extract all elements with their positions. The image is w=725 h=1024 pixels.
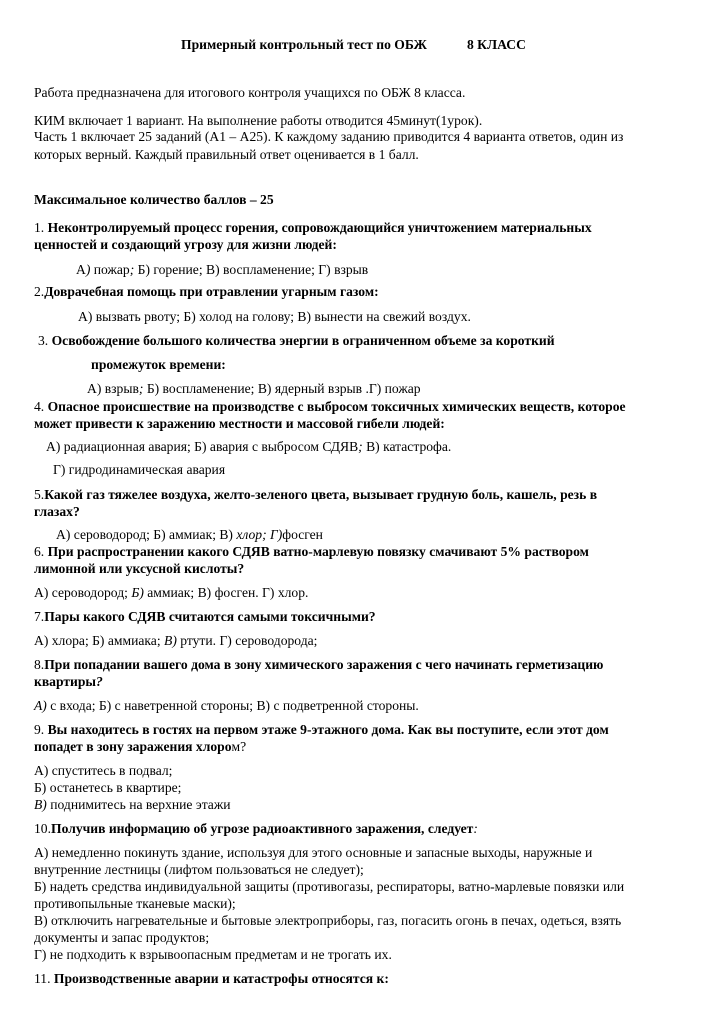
question-10: 10.Получив информацию об угрозе радиоактивного заражения, следует: (34, 821, 478, 836)
intro-line-4: которых верный. Каждый правильный ответ оценивается в 1 балл. (34, 147, 419, 162)
question-9-answer-a: А) спуститесь в подвал; (34, 763, 173, 778)
question-1: 1. Неконтролируемый процесс горения, сопровождающийся уничтожением материальных (34, 220, 592, 235)
question-4: 4. Опасное происшествие на производстве с выбросом токсичных химических веществ, которое (34, 399, 626, 414)
max-score: Максимальное количество баллов – 25 (34, 192, 274, 207)
question-10-answer-a-1: А) немедленно покинуть здание, используя для этого основные и запасные выходы, наружные и (34, 845, 593, 860)
question-7: 7.Пары какого СДЯВ считаются самыми токсичными? (34, 609, 376, 624)
question-3-answers: А) взрыв; Б) воспламенение; В) ядерный взрыв .Г) пожар (87, 381, 421, 396)
question-6-cont: лимонной или уксусной кислоты? (34, 561, 245, 576)
question-9-answer-b: Б) останетесь в квартире; (34, 780, 182, 795)
question-8: 8.При попадании вашего дома в зону химического заражения с чего начинать герметизацию (34, 657, 604, 672)
question-7-answers: А) хлора; Б) аммиака; В) ртути. Г) сероводорода; (34, 633, 318, 648)
question-2-answers: А) вызвать рвоту; Б) холод на голову; В) вынести на свежий воздух. (78, 309, 471, 324)
question-6-answers: А) сероводород; Б) аммиак; В) фосген. Г) хлор. (34, 585, 309, 600)
question-8-answers: А) с входа; Б) с наветренной стороны; В) с подветренной стороны. (34, 698, 419, 713)
question-5-cont: глазах? (34, 504, 80, 519)
question-5-answers: А) сероводород; Б) аммиак; В) хлор; Г)фосген (56, 527, 323, 542)
question-9-answer-c: В) поднимитесь на верхние этажи (34, 797, 231, 812)
intro-line-2: КИМ включает 1 вариант. На выполнение работы отводится 45минут(1урок). (34, 113, 483, 128)
question-5: 5.Какой газ тяжелее воздуха, желто-зеленого цвета, вызывает грудную боль, кашель, резь в (34, 487, 598, 502)
question-1-answers: А) пожар; Б) горение; В) воспламенение; Г) взрыв (76, 262, 369, 277)
question-1-cont: ценностей и создающий угрозу для жизни людей: (34, 237, 337, 252)
question-10-answer-b-1: Б) надеть средства индивидуальной защиты (противогазы, респираторы, ватно-марлевые повязки или (34, 879, 625, 894)
question-10-answer-a-2: внутренние лестницы (лифтом пользоваться не следует); (34, 862, 364, 877)
question-10-answer-c-2: документы и запас продуктов; (34, 930, 210, 945)
question-9: 9. Вы находитесь в гостях на первом этаже 9-этажного дома. Как вы поступите, если этот дом (34, 722, 609, 737)
page-title: Примерный контрольный тест по ОБЖ 8 КЛАСС (181, 37, 526, 52)
question-10-answer-c-1: В) отключить нагревательные и бытовые электроприборы, газ, погасить огонь в печах, одеться, взять (34, 913, 622, 928)
question-4-answers-2: Г) гидродинамическая авария (53, 462, 226, 477)
question-4-answers-1: А) радиационная авария; Б) авария с выбросом СДЯВ; В) катастрофа. (46, 439, 452, 454)
question-3: 3. Освобождение большого количества энергии в ограниченном объеме за короткий (38, 333, 555, 348)
question-11: 11. Производственные аварии и катастрофы относятся к: (34, 971, 389, 986)
question-2: 2.Доврачебная помощь при отравлении угарным газом: (34, 284, 379, 299)
question-10-answer-b-2: противопыльные тканевые маски); (34, 896, 236, 911)
question-6: 6. При распространении какого СДЯВ ватно-марлевую повязку смачивают 5% раствором (34, 544, 589, 559)
question-3-cont: промежуток времени: (91, 357, 226, 372)
question-4-cont: может привести к заражению местности и массовой гибели людей: (34, 416, 445, 431)
question-10-answer-d: Г) не подходить к взрывоопасным предметам и не трогать их. (34, 947, 392, 962)
question-8-cont: квартиры? (34, 674, 103, 689)
intro-line-1: Работа предназначена для итогового контроля учащихся по ОБЖ 8 класса. (34, 85, 466, 100)
question-9-cont: попадет в зону заражения хлором? (34, 739, 247, 754)
intro-line-3: Часть 1 включает 25 заданий (А1 – А25). К каждому заданию приводится 4 варианта ответов, один из (34, 129, 624, 144)
